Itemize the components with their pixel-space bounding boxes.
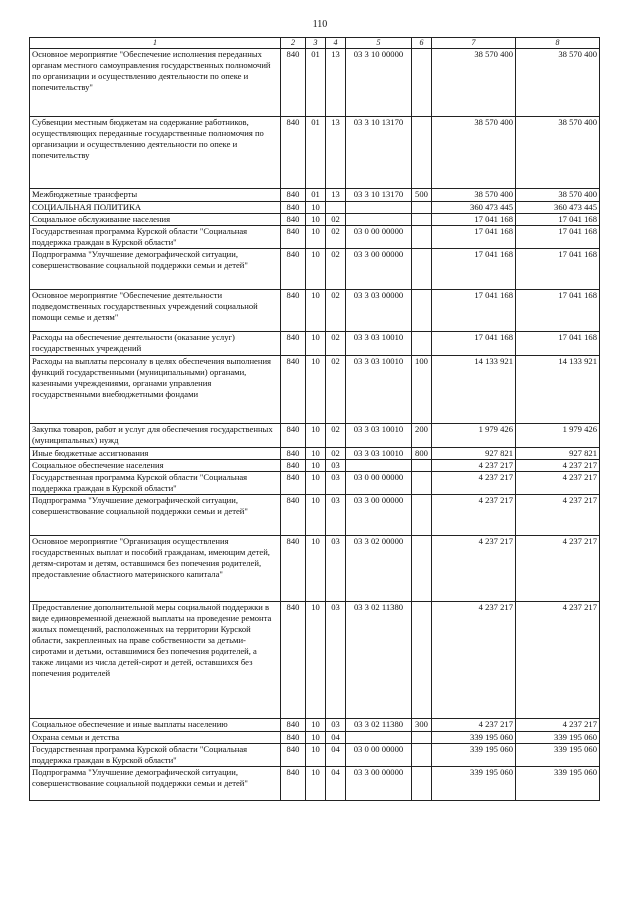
header-cell: 8 bbox=[516, 38, 600, 49]
cell-ministry: 840 bbox=[281, 732, 306, 744]
cell-ministry: 840 bbox=[281, 460, 306, 472]
cell-expense-type: 500 bbox=[412, 189, 432, 202]
cell-amount-2: 17 041 168 bbox=[516, 214, 600, 226]
cell-ministry: 840 bbox=[281, 249, 306, 290]
cell-subsection: 04 bbox=[326, 767, 346, 801]
row-name: Социальное обслуживание населения bbox=[30, 214, 281, 226]
table-row bbox=[30, 226, 600, 249]
cell-subsection bbox=[326, 202, 346, 214]
cell-amount-1: 4 237 217 bbox=[432, 495, 516, 536]
cell-expense-type bbox=[412, 290, 432, 332]
cell-target-code: 03 0 00 00000 bbox=[346, 226, 412, 249]
cell-amount-2: 339 195 060 bbox=[516, 732, 600, 744]
cell-subsection: 02 bbox=[326, 249, 346, 290]
cell-subsection: 13 bbox=[326, 189, 346, 202]
row-name: Расходы на обеспечение деятельности (оказание услуг) государственных учреждений bbox=[30, 332, 281, 356]
cell-expense-type bbox=[412, 732, 432, 744]
cell-amount-2: 4 237 217 bbox=[516, 536, 600, 602]
cell-target-code: 03 3 00 00000 bbox=[346, 767, 412, 801]
cell-section: 10 bbox=[306, 732, 326, 744]
table-header-row bbox=[30, 38, 600, 49]
cell-expense-type bbox=[412, 249, 432, 290]
cell-expense-type bbox=[412, 332, 432, 356]
cell-expense-type bbox=[412, 495, 432, 536]
table-row bbox=[30, 356, 600, 424]
table-row bbox=[30, 49, 600, 117]
cell-section: 10 bbox=[306, 332, 326, 356]
cell-target-code: 03 3 10 13170 bbox=[346, 189, 412, 202]
cell-expense-type: 100 bbox=[412, 356, 432, 424]
cell-amount-1: 17 041 168 bbox=[432, 214, 516, 226]
cell-subsection: 02 bbox=[326, 448, 346, 460]
cell-subsection: 13 bbox=[326, 49, 346, 117]
table-row bbox=[30, 249, 600, 290]
cell-subsection: 04 bbox=[326, 732, 346, 744]
budget-table bbox=[29, 37, 600, 801]
cell-amount-1: 360 473 445 bbox=[432, 202, 516, 214]
row-name: Межбюджетные трансферты bbox=[30, 189, 281, 202]
table-row bbox=[30, 767, 600, 801]
cell-amount-2: 339 195 060 bbox=[516, 767, 600, 801]
cell-ministry: 840 bbox=[281, 189, 306, 202]
header-cell: 6 bbox=[412, 38, 432, 49]
cell-target-code: 03 0 00 00000 bbox=[346, 472, 412, 495]
page-number: 110 bbox=[312, 19, 328, 30]
cell-amount-1: 14 133 921 bbox=[432, 356, 516, 424]
table-row bbox=[30, 214, 600, 226]
cell-amount-1: 4 237 217 bbox=[432, 719, 516, 732]
cell-ministry: 840 bbox=[281, 495, 306, 536]
row-name: СОЦИАЛЬНАЯ ПОЛИТИКА bbox=[30, 202, 281, 214]
cell-ministry: 840 bbox=[281, 602, 306, 719]
cell-target-code: 03 3 03 10010 bbox=[346, 424, 412, 448]
cell-amount-2: 4 237 217 bbox=[516, 602, 600, 719]
row-name: Субвенции местным бюджетам на содержание работников, осуществляющих переданные государственные полномочия по организации и осуществлению деятельности по опеке и попечительству bbox=[30, 117, 281, 189]
cell-section: 01 bbox=[306, 49, 326, 117]
row-name: Иные бюджетные ассигнования bbox=[30, 448, 281, 460]
cell-subsection: 02 bbox=[326, 226, 346, 249]
cell-amount-2: 4 237 217 bbox=[516, 472, 600, 495]
cell-ministry: 840 bbox=[281, 424, 306, 448]
cell-subsection: 03 bbox=[326, 460, 346, 472]
cell-target-code: 03 3 03 10010 bbox=[346, 448, 412, 460]
header-cell: 1 bbox=[30, 38, 281, 49]
row-name: Социальное обеспечение населения bbox=[30, 460, 281, 472]
cell-expense-type bbox=[412, 602, 432, 719]
cell-target-code: 03 3 00 00000 bbox=[346, 495, 412, 536]
cell-ministry: 840 bbox=[281, 290, 306, 332]
cell-amount-1: 17 041 168 bbox=[432, 226, 516, 249]
cell-amount-1: 4 237 217 bbox=[432, 460, 516, 472]
cell-amount-1: 4 237 217 bbox=[432, 472, 516, 495]
table-row bbox=[30, 290, 600, 332]
table-row bbox=[30, 536, 600, 602]
cell-amount-2: 17 041 168 bbox=[516, 249, 600, 290]
table-row bbox=[30, 189, 600, 202]
cell-section: 10 bbox=[306, 448, 326, 460]
cell-amount-1: 927 821 bbox=[432, 448, 516, 460]
cell-ministry: 840 bbox=[281, 767, 306, 801]
cell-ministry: 840 bbox=[281, 536, 306, 602]
cell-section: 10 bbox=[306, 424, 326, 448]
table-row bbox=[30, 448, 600, 460]
row-name: Закупка товаров, работ и услуг для обеспечения государственных (муниципальных) нужд bbox=[30, 424, 281, 448]
cell-ministry: 840 bbox=[281, 226, 306, 249]
cell-amount-2: 4 237 217 bbox=[516, 495, 600, 536]
cell-section: 10 bbox=[306, 226, 326, 249]
cell-section: 10 bbox=[306, 536, 326, 602]
cell-section: 10 bbox=[306, 472, 326, 495]
cell-target-code: 03 3 10 00000 bbox=[346, 49, 412, 117]
table-row bbox=[30, 460, 600, 472]
cell-section: 10 bbox=[306, 290, 326, 332]
cell-expense-type: 800 bbox=[412, 448, 432, 460]
cell-ministry: 840 bbox=[281, 49, 306, 117]
cell-subsection: 03 bbox=[326, 602, 346, 719]
cell-subsection: 04 bbox=[326, 744, 346, 767]
table-row bbox=[30, 332, 600, 356]
table-row bbox=[30, 744, 600, 767]
cell-subsection: 03 bbox=[326, 536, 346, 602]
cell-amount-2: 17 041 168 bbox=[516, 290, 600, 332]
cell-target-code: 03 3 03 00000 bbox=[346, 290, 412, 332]
cell-amount-1: 1 979 426 bbox=[432, 424, 516, 448]
cell-amount-2: 14 133 921 bbox=[516, 356, 600, 424]
cell-ministry: 840 bbox=[281, 214, 306, 226]
cell-amount-1: 38 570 400 bbox=[432, 49, 516, 117]
row-name: Государственная программа Курской области "Социальная поддержка граждан в Курской области" bbox=[30, 226, 281, 249]
row-name: Государственная программа Курской области "Социальная поддержка граждан в Курской области" bbox=[30, 744, 281, 767]
cell-amount-1: 38 570 400 bbox=[432, 189, 516, 202]
cell-amount-2: 38 570 400 bbox=[516, 117, 600, 189]
table-row bbox=[30, 424, 600, 448]
cell-subsection: 03 bbox=[326, 472, 346, 495]
row-name: Подпрограмма "Улучшение демографической ситуации, совершенствование социальной поддержки семьи и детей" bbox=[30, 495, 281, 536]
cell-amount-2: 1 979 426 bbox=[516, 424, 600, 448]
cell-expense-type: 200 bbox=[412, 424, 432, 448]
row-name: Основное мероприятие "Обеспечение деятельности подведомственных государственных учреждений социальной помощи семье и детям" bbox=[30, 290, 281, 332]
cell-amount-2: 927 821 bbox=[516, 448, 600, 460]
cell-ministry: 840 bbox=[281, 202, 306, 214]
cell-amount-1: 339 195 060 bbox=[432, 732, 516, 744]
cell-amount-2: 38 570 400 bbox=[516, 189, 600, 202]
cell-expense-type bbox=[412, 472, 432, 495]
cell-section: 10 bbox=[306, 249, 326, 290]
cell-ministry: 840 bbox=[281, 332, 306, 356]
cell-section: 10 bbox=[306, 356, 326, 424]
cell-section: 10 bbox=[306, 495, 326, 536]
table-row bbox=[30, 202, 600, 214]
cell-target-code: 03 0 00 00000 bbox=[346, 744, 412, 767]
header-cell: 4 bbox=[326, 38, 346, 49]
header-cell: 5 bbox=[346, 38, 412, 49]
row-name: Социальное обеспечение и иные выплаты населению bbox=[30, 719, 281, 732]
cell-ministry: 840 bbox=[281, 356, 306, 424]
cell-expense-type: 300 bbox=[412, 719, 432, 732]
cell-target-code: 03 3 02 00000 bbox=[346, 536, 412, 602]
cell-amount-2: 360 473 445 bbox=[516, 202, 600, 214]
row-name: Охрана семьи и детства bbox=[30, 732, 281, 744]
cell-ministry: 840 bbox=[281, 719, 306, 732]
table-row bbox=[30, 495, 600, 536]
cell-amount-1: 38 570 400 bbox=[432, 117, 516, 189]
row-name: Основное мероприятие "Обеспечение исполнения переданных органам местного самоуправления государственных полномочий по организации и осуществлению деятельности по опеке и попечительству" bbox=[30, 49, 281, 117]
cell-subsection: 02 bbox=[326, 424, 346, 448]
cell-target-code: 03 3 03 10010 bbox=[346, 332, 412, 356]
table-row bbox=[30, 472, 600, 495]
table-row bbox=[30, 117, 600, 189]
cell-amount-1: 339 195 060 bbox=[432, 767, 516, 801]
cell-expense-type bbox=[412, 226, 432, 249]
cell-section: 01 bbox=[306, 117, 326, 189]
cell-section: 10 bbox=[306, 719, 326, 732]
header-cell: 2 bbox=[281, 38, 306, 49]
cell-target-code bbox=[346, 732, 412, 744]
row-name: Государственная программа Курской области "Социальная поддержка граждан в Курской области" bbox=[30, 472, 281, 495]
cell-ministry: 840 bbox=[281, 472, 306, 495]
table-row bbox=[30, 732, 600, 744]
row-name: Основное мероприятие "Организация осуществления государственных выплат и пособий гражданам, имеющим детей, детям-сиротам и детям, оставшимся без попечения родителей, предоставление областного материнского капитала" bbox=[30, 536, 281, 602]
table-row bbox=[30, 602, 600, 719]
cell-section: 10 bbox=[306, 202, 326, 214]
cell-section: 10 bbox=[306, 744, 326, 767]
cell-subsection: 02 bbox=[326, 214, 346, 226]
cell-expense-type bbox=[412, 767, 432, 801]
cell-expense-type bbox=[412, 49, 432, 117]
row-name: Подпрограмма "Улучшение демографической ситуации, совершенствование социальной поддержки семьи и детей" bbox=[30, 249, 281, 290]
cell-amount-1: 4 237 217 bbox=[432, 602, 516, 719]
cell-subsection: 03 bbox=[326, 719, 346, 732]
cell-target-code: 03 3 00 00000 bbox=[346, 249, 412, 290]
cell-amount-2: 4 237 217 bbox=[516, 460, 600, 472]
cell-subsection: 02 bbox=[326, 332, 346, 356]
cell-amount-1: 4 237 217 bbox=[432, 536, 516, 602]
cell-section: 10 bbox=[306, 460, 326, 472]
cell-section: 10 bbox=[306, 214, 326, 226]
cell-target-code: 03 3 03 10010 bbox=[346, 356, 412, 424]
cell-expense-type bbox=[412, 744, 432, 767]
cell-section: 10 bbox=[306, 602, 326, 719]
cell-section: 10 bbox=[306, 767, 326, 801]
header-cell: 7 bbox=[432, 38, 516, 49]
cell-amount-1: 17 041 168 bbox=[432, 332, 516, 356]
cell-section: 01 bbox=[306, 189, 326, 202]
cell-amount-2: 17 041 168 bbox=[516, 226, 600, 249]
cell-amount-2: 17 041 168 bbox=[516, 332, 600, 356]
cell-amount-2: 4 237 217 bbox=[516, 719, 600, 732]
cell-subsection: 03 bbox=[326, 495, 346, 536]
cell-subsection: 02 bbox=[326, 356, 346, 424]
row-name: Подпрограмма "Улучшение демографической ситуации, совершенствование социальной поддержки семьи и детей" bbox=[30, 767, 281, 801]
cell-target-code bbox=[346, 460, 412, 472]
cell-expense-type bbox=[412, 117, 432, 189]
cell-amount-1: 17 041 168 bbox=[432, 290, 516, 332]
cell-amount-2: 339 195 060 bbox=[516, 744, 600, 767]
cell-amount-1: 17 041 168 bbox=[432, 249, 516, 290]
cell-target-code: 03 3 02 11380 bbox=[346, 719, 412, 732]
cell-subsection: 02 bbox=[326, 290, 346, 332]
cell-target-code: 03 3 02 11380 bbox=[346, 602, 412, 719]
cell-target-code bbox=[346, 214, 412, 226]
cell-target-code bbox=[346, 202, 412, 214]
row-name: Расходы на выплаты персоналу в целях обеспечения выполнения функций государственными (муниципальными) органами, казенными учреждениями, органами управления государственными внебюджетными фондами bbox=[30, 356, 281, 424]
cell-ministry: 840 bbox=[281, 117, 306, 189]
cell-target-code: 03 3 10 13170 bbox=[346, 117, 412, 189]
cell-amount-1: 339 195 060 bbox=[432, 744, 516, 767]
cell-expense-type bbox=[412, 214, 432, 226]
cell-expense-type bbox=[412, 460, 432, 472]
cell-ministry: 840 bbox=[281, 448, 306, 460]
cell-ministry: 840 bbox=[281, 744, 306, 767]
cell-subsection: 13 bbox=[326, 117, 346, 189]
cell-amount-2: 38 570 400 bbox=[516, 49, 600, 117]
cell-expense-type bbox=[412, 202, 432, 214]
header-cell: 3 bbox=[306, 38, 326, 49]
table-body bbox=[30, 49, 600, 801]
cell-expense-type bbox=[412, 536, 432, 602]
row-name: Предоставление дополнительной меры социальной поддержки в виде единовременной денежной выплаты на проведение ремонта жилых помещений, расположенных на территории Курской области, закрепленных на праве собственности за детьми-сиротами и детьми, оставшимися без попечения родителей, а также лицами из числа детей-сирот и детей, оставшихся без попечения родителей bbox=[30, 602, 281, 719]
table-row bbox=[30, 719, 600, 732]
